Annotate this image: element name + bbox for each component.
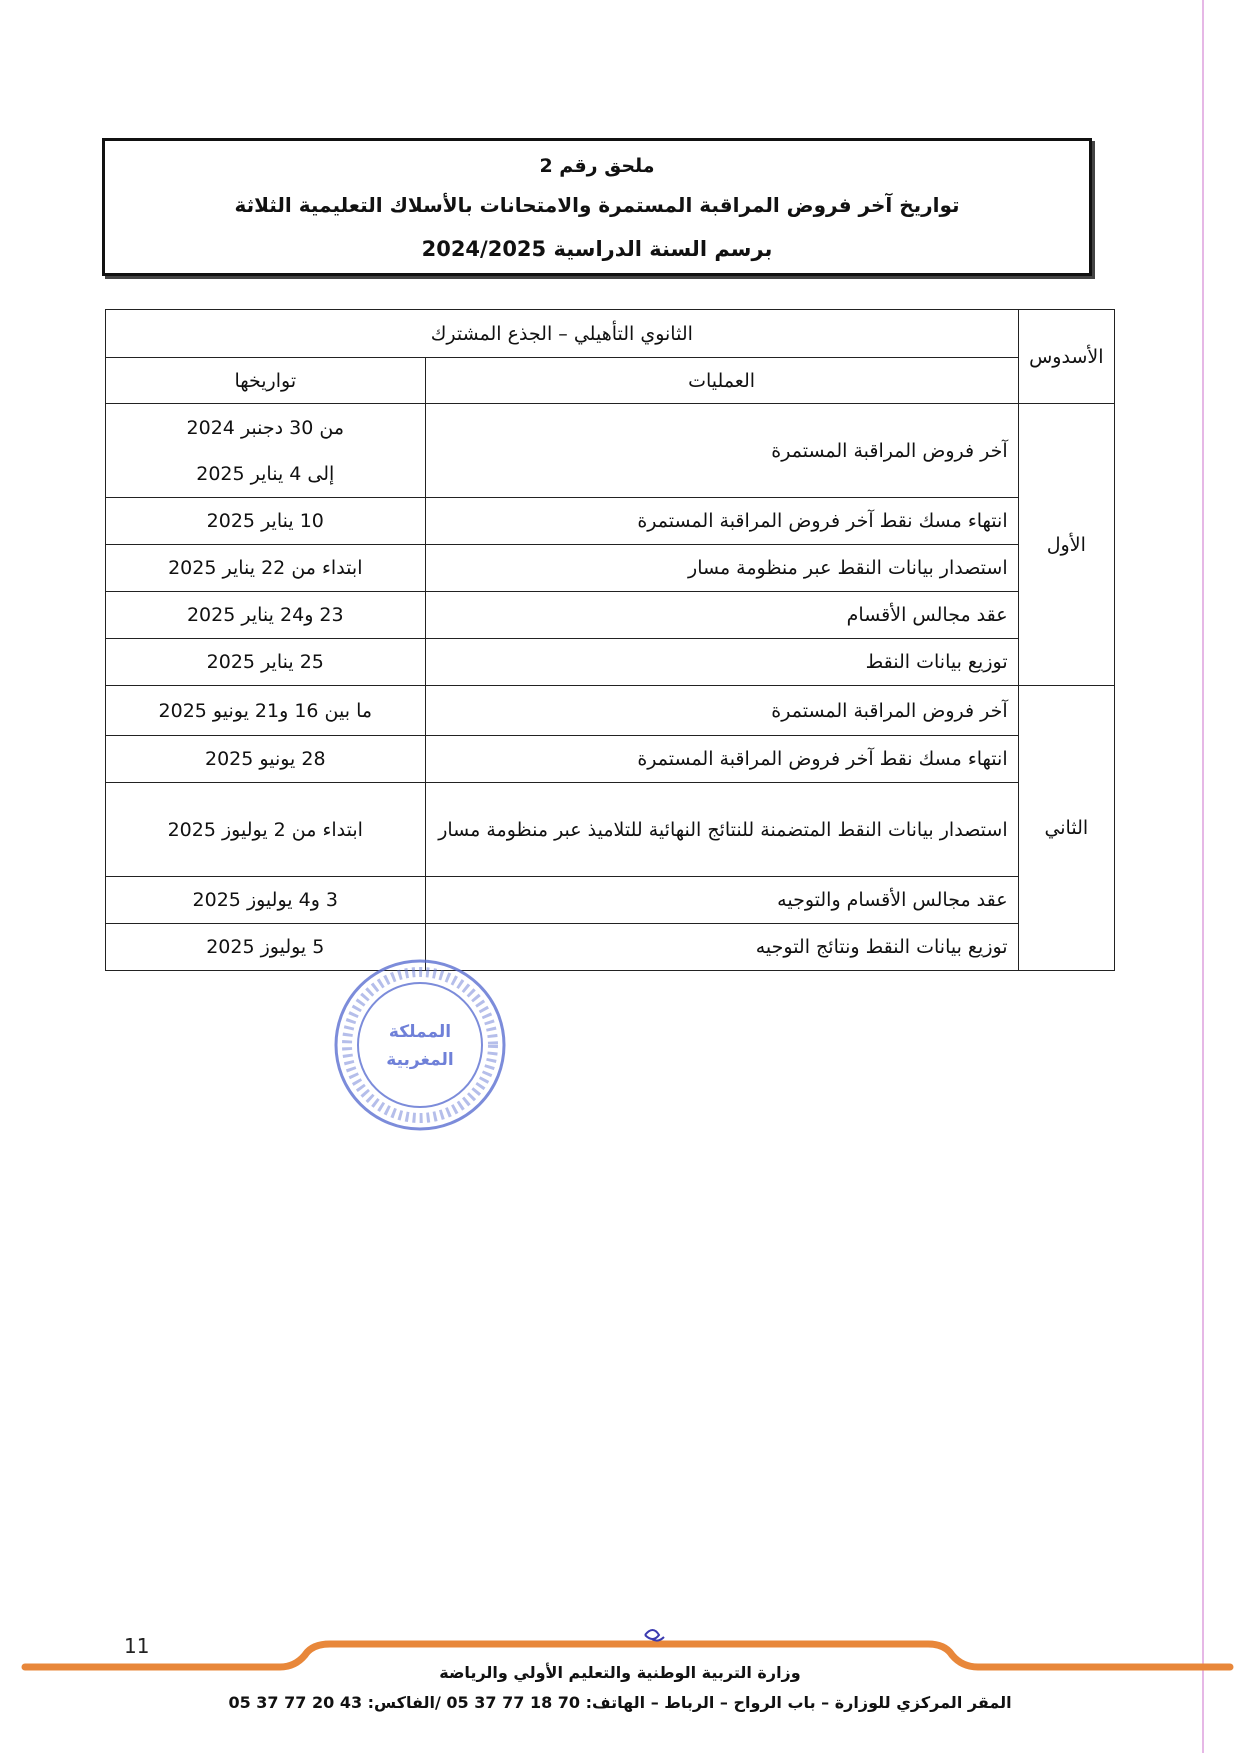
date-cell: ما بين 16 و21 يونيو 2025 [106,686,426,736]
date-cell: ابتداء من 2 يوليوز 2025 [106,783,426,877]
annex-label: ملحق رقم 2 [539,155,655,177]
date-cell: 25 يناير 2025 [106,639,426,686]
operation-cell: انتهاء مسك نقط آخر فروض المراقبة المستمرة [425,736,1018,783]
title-box [102,138,1092,276]
page-number: 11 [124,1634,150,1658]
operation-cell: استصدار بيانات النقط المتضمنة للنتائج النهائية للتلاميذ عبر منظومة مسار [425,783,1018,877]
date-cell: 3 و4 يوليوز 2025 [106,877,426,924]
operations-header: العمليات [425,358,1018,404]
footer-ministry-name: وزارة التربية الوطنية والتعليم الأولي والرياضة [439,1663,801,1682]
table-row [106,783,1115,877]
table-row [106,924,1115,971]
stamp-text-line2: المغربية [386,1050,454,1070]
date-cell: 23 و24 يناير 2025 [106,592,426,639]
semester-name: الأول [1018,404,1114,686]
date-cell: ابتداء من 22 يناير 2025 [106,545,426,592]
operation-cell: توزيع بيانات النقط [425,639,1018,686]
date-cell: 10 يناير 2025 [106,498,426,545]
table-row [106,639,1115,686]
table-row [106,877,1115,924]
official-stamp [330,955,510,1135]
schedule-table [105,309,1115,971]
operation-cell: عقد مجالس الأقسام [425,592,1018,639]
table-row [106,592,1115,639]
table-row [106,404,1115,498]
operation-cell: عقد مجالس الأقسام والتوجيه [425,877,1018,924]
page-edge-line [1202,0,1204,1753]
date-cell: من 30 دجنبر 2024 إلى 4 يناير 2025 [106,404,426,498]
dates-header: تواريخها [106,358,426,404]
table-row [106,686,1115,736]
operation-cell: آخر فروض المراقبة المستمرة [425,686,1018,736]
document-subtitle: تواريخ آخر فروض المراقبة المستمرة والامتحانات بالأسلاك التعليمية الثلاثة [234,193,960,217]
operation-cell: توزيع بيانات النقط ونتائج التوجيه [425,924,1018,971]
table-row [106,545,1115,592]
date-cell: 5 يوليوز 2025 [106,924,426,971]
operation-cell: استصدار بيانات النقط عبر منظومة مسار [425,545,1018,592]
operation-cell: آخر فروض المراقبة المستمرة [425,404,1018,498]
footer-address: المقر المركزي للوزارة – باب الرواح – الرباط – الهاتف: 70 18 77 37 05 /الفاكس: 43 20 77 37 05 [228,1693,1012,1712]
operation-cell: انتهاء مسك نقط آخر فروض المراقبة المستمرة [425,498,1018,545]
table-row [106,736,1115,783]
stamp-text-line1: المملكة [388,1022,452,1042]
semester-header: الأسدوس [1018,310,1114,404]
table-row [106,498,1115,545]
school-year: برسم السنة الدراسية 2024/2025 [421,237,773,261]
semester-name: الثاني [1018,686,1114,971]
section-title: الثانوي التأهيلي – الجذع المشترك [106,310,1019,358]
date-cell: 28 يونيو 2025 [106,736,426,783]
